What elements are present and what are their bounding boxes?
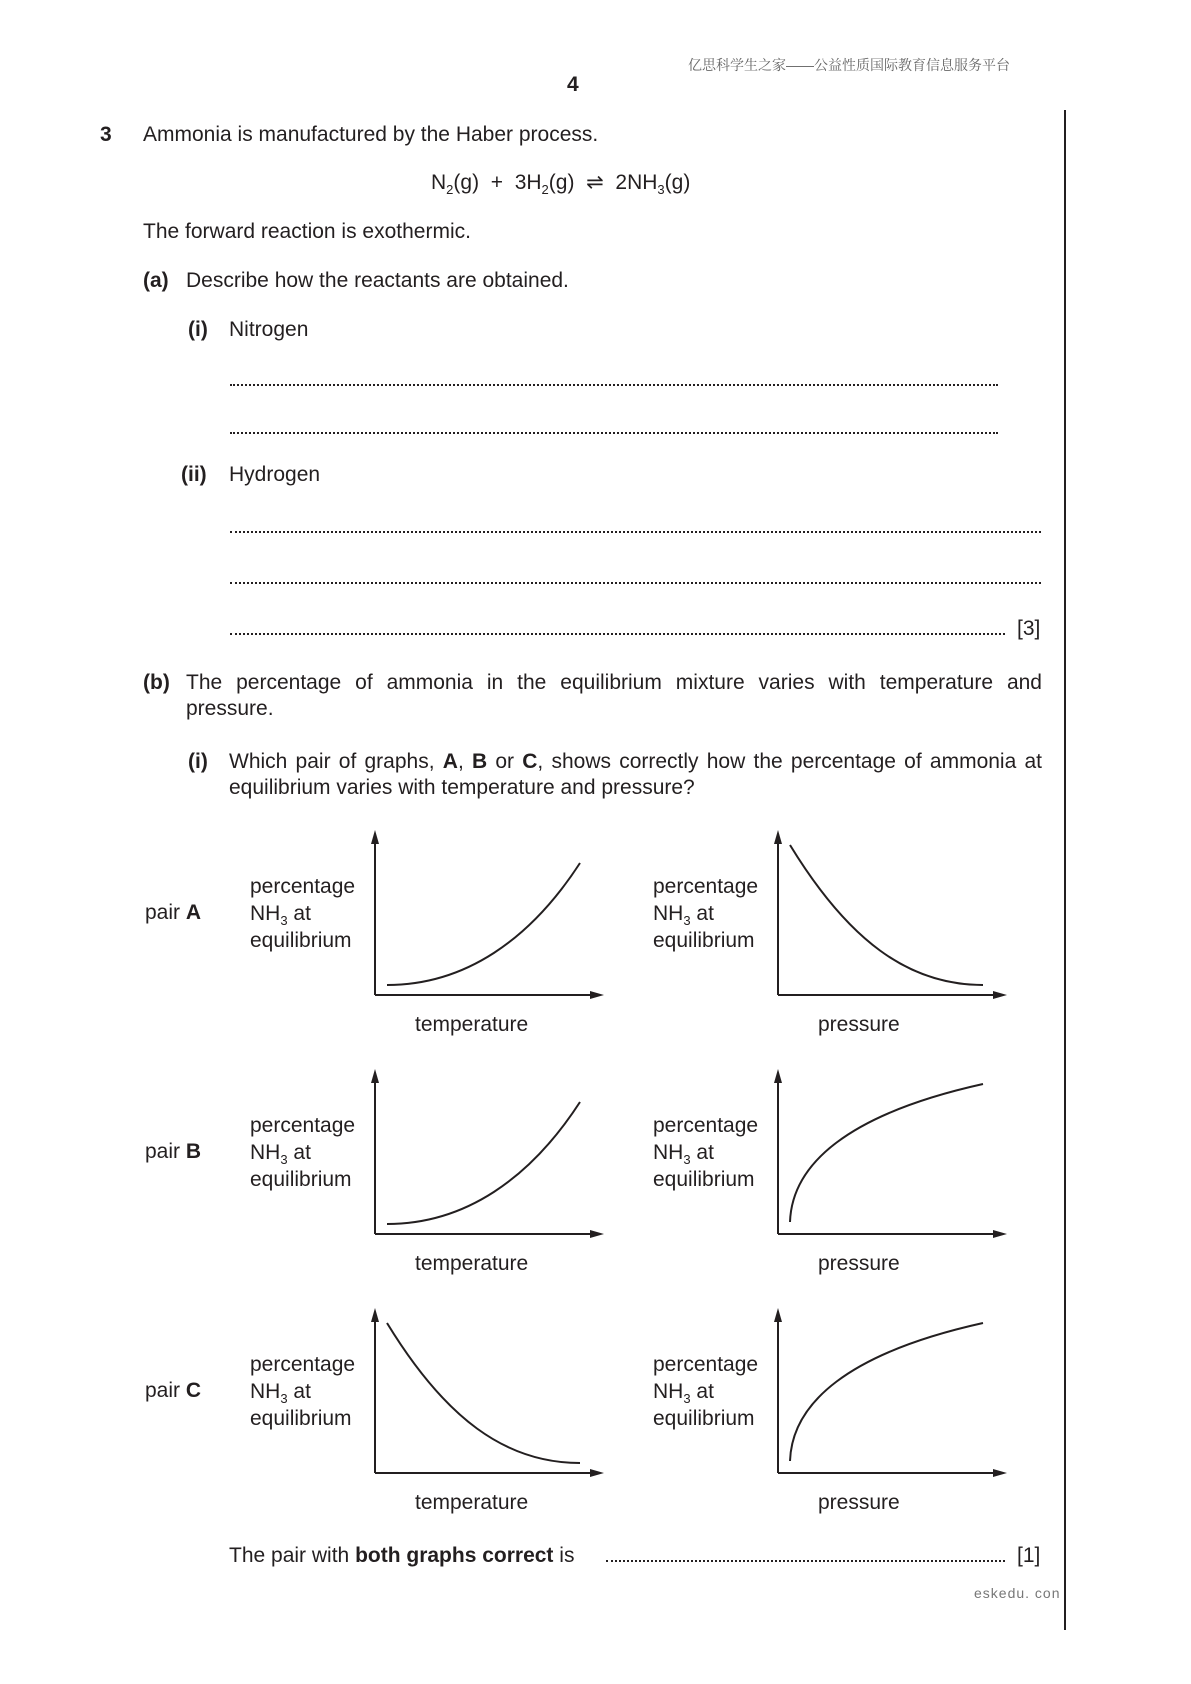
haber-equation: [431, 170, 690, 196]
answer-line-hydrogen-3[interactable]: [230, 613, 1005, 635]
x-arrowhead: [590, 1230, 604, 1238]
y-label-line1: percentage: [250, 1114, 356, 1137]
answer-bold: both graphs correct: [355, 1544, 554, 1567]
part-b-text: The percentage of ammonia in the equilibrium mixture varies with temperature and pressure.: [186, 671, 1042, 720]
y-label-line3: equilibrium: [250, 1168, 352, 1191]
graph-a-pressure: [770, 828, 1015, 1005]
eq-nh3-state: (g): [664, 171, 691, 194]
part-a-i-text: Nitrogen: [229, 318, 309, 341]
part-b-i-text: [229, 749, 1042, 801]
x-arrowhead: [993, 1230, 1007, 1238]
answer-prompt: [229, 1543, 574, 1569]
part-a-ii-text: Hydrogen: [229, 463, 321, 486]
part-b-i-sep: ,: [457, 750, 472, 773]
y-label-line2: $NH_3$ at: [250, 1380, 311, 1407]
y-label-line2: $NH_3$ at: [653, 902, 714, 929]
part-b-label: (b): [143, 671, 170, 694]
graph-b-pressure: [770, 1067, 1015, 1244]
pair-word: pair: [145, 1379, 186, 1402]
eq-plus: +: [490, 171, 504, 194]
eq-n2: N: [431, 171, 447, 194]
answer-pre: The pair with: [229, 1544, 356, 1567]
eq-nh3: 2NH: [615, 171, 658, 194]
y-axis-label: [653, 1112, 758, 1193]
y-label-line3: equilibrium: [250, 1407, 352, 1430]
part-b-i-marks: [1]: [1017, 1544, 1041, 1567]
pair-letter: C: [185, 1379, 202, 1402]
y-label-line3: equilibrium: [653, 1407, 755, 1430]
y-label-line2: $NH_3$ at: [250, 1141, 311, 1168]
y-label-line1: percentage: [653, 1353, 759, 1376]
header-watermark: 亿思科学生之家——公益性质国际教育信息服务平台: [688, 57, 1010, 73]
margin-line: [1064, 110, 1066, 1630]
y-arrowhead: [371, 830, 379, 844]
y-arrowhead: [774, 1308, 782, 1322]
x-arrowhead: [590, 1469, 604, 1477]
curve-decreasing: [790, 845, 983, 985]
y-arrowhead: [774, 830, 782, 844]
y-axis-label: [250, 1112, 355, 1193]
pair-label-b: [145, 1139, 201, 1165]
x-axis-label-temperature: temperature: [415, 1013, 529, 1036]
curve-increasing: [387, 1102, 580, 1224]
x-axis-label-pressure: pressure: [818, 1013, 900, 1036]
part-a-i-label: (i): [188, 318, 208, 341]
y-axis-label: [653, 1351, 758, 1432]
part-a-ii-label: (ii): [181, 463, 207, 486]
y-label-line3: equilibrium: [653, 1168, 755, 1191]
curve-increasing: [790, 1323, 983, 1461]
y-label-line1: percentage: [250, 875, 356, 898]
eq-n2-state: (g): [453, 171, 480, 194]
part-b-i-or: or: [487, 750, 523, 773]
graph-b-temperature: [367, 1067, 612, 1244]
eq-nh3-sub: 3: [657, 182, 665, 198]
question-number: 3: [100, 123, 112, 146]
y-arrowhead: [371, 1069, 379, 1083]
answer-line-hydrogen-1[interactable]: [230, 511, 1041, 533]
y-arrowhead: [371, 1308, 379, 1322]
y-axis-label: [250, 1351, 355, 1432]
answer-line-nitrogen-2[interactable]: [230, 412, 998, 434]
pair-label-a: [145, 900, 201, 926]
eq-h2-state: (g): [548, 171, 575, 194]
part-b-i-pre: Which pair of graphs,: [229, 750, 443, 773]
part-b-i-post: , shows correctly how the percentage of ammonia at equilibrium varies with temperature and pressure?: [229, 750, 1042, 799]
y-label-line1: percentage: [653, 1114, 759, 1137]
y-label-line2: $NH_3$ at: [653, 1141, 714, 1168]
x-axis-label-temperature: temperature: [415, 1252, 529, 1275]
curve-increasing: [790, 1084, 983, 1222]
question-intro: Ammonia is manufactured by the Haber process.: [143, 123, 599, 146]
y-label-line3: equilibrium: [250, 929, 352, 952]
x-arrowhead: [993, 1469, 1007, 1477]
exothermic-statement: The forward reaction is exothermic.: [143, 220, 471, 243]
y-label-line3: equilibrium: [653, 929, 755, 952]
pair-word: pair: [145, 901, 186, 924]
x-arrowhead: [590, 991, 604, 999]
footer-site: eskedu. con: [974, 1585, 1061, 1601]
pair-word: pair: [145, 1140, 186, 1163]
y-axis-label: [653, 873, 758, 954]
answer-line-nitrogen-1[interactable]: [230, 364, 998, 386]
y-axis-label: [250, 873, 355, 954]
pair-letter: B: [185, 1140, 202, 1163]
page-number: 4: [567, 73, 579, 96]
graph-c-temperature: [367, 1306, 612, 1483]
y-label-line1: percentage: [653, 875, 759, 898]
x-arrowhead: [993, 991, 1007, 999]
x-axis-label-temperature: temperature: [415, 1491, 529, 1514]
part-b-i-b: B: [471, 750, 488, 773]
eq-h2-sub: 2: [541, 182, 549, 198]
part-b-i-label: (i): [188, 750, 208, 773]
graph-a-temperature: [367, 828, 612, 1005]
curve-decreasing: [387, 1323, 580, 1463]
y-label-line2: $NH_3$ at: [250, 902, 311, 929]
part-a-text: Describe how the reactants are obtained.: [186, 269, 569, 292]
part-b-i-c: C: [522, 750, 538, 773]
equilibrium-arrow-icon: ⇌: [586, 171, 604, 194]
part-b-i-a: A: [442, 750, 458, 773]
y-label-line1: percentage: [250, 1353, 356, 1376]
eq-h2: 3H: [514, 171, 542, 194]
curve-increasing: [387, 863, 580, 985]
part-a-marks: [3]: [1017, 617, 1041, 640]
x-axis-label-pressure: pressure: [818, 1491, 900, 1514]
pair-label-c: [145, 1378, 201, 1404]
x-axis-label-pressure: pressure: [818, 1252, 900, 1275]
part-a-label: (a): [143, 269, 169, 292]
answer-line-pair[interactable]: [606, 1540, 1005, 1562]
answer-post: is: [553, 1544, 575, 1567]
y-label-line2: $NH_3$ at: [653, 1380, 714, 1407]
eq-n2-sub: 2: [446, 182, 454, 198]
pair-letter: A: [185, 901, 202, 924]
answer-line-hydrogen-2[interactable]: [230, 562, 1041, 584]
y-arrowhead: [774, 1069, 782, 1083]
graph-c-pressure: [770, 1306, 1015, 1483]
